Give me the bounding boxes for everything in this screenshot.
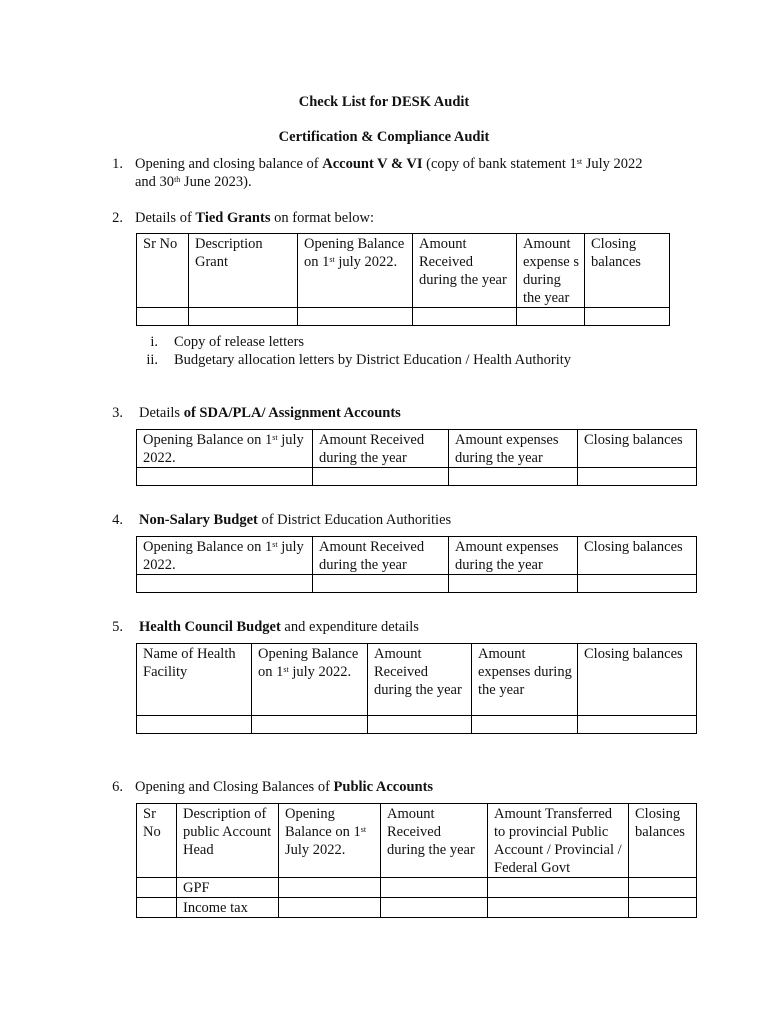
- table-cell[interactable]: [313, 575, 449, 593]
- item-1-text: Opening and closing balance of Account V & VI (copy of bank statement 1st July 2022: [135, 156, 643, 172]
- table-cell[interactable]: [279, 898, 381, 918]
- table-cell[interactable]: [585, 308, 670, 326]
- public-accounts-table: [136, 803, 697, 918]
- item-1-number: 1.: [112, 156, 123, 172]
- header-cell: Sr No: [137, 804, 177, 878]
- table-header-row: [137, 430, 697, 468]
- list-item: ii. Budgetary allocation letters by District Education / Health Authority: [146, 352, 572, 368]
- table-row: [137, 878, 697, 898]
- header-cell: Description of public Account Head: [177, 804, 279, 878]
- header-cell: Closing balances: [629, 804, 697, 878]
- header-cell: Name of Health Facility: [137, 644, 252, 716]
- table-row: [137, 308, 670, 326]
- table-cell: GPF: [177, 878, 279, 898]
- table-header-row: [137, 234, 670, 308]
- header-cell: Sr No: [137, 234, 189, 308]
- table-cell[interactable]: [298, 308, 413, 326]
- table-header-row: [137, 644, 697, 716]
- header-cell: Closing balances: [578, 644, 697, 716]
- header-cell: Amount Transferred to provincial Public Account / Provincial / Federal Govt: [488, 804, 629, 878]
- header-cell: Closing balances: [578, 430, 697, 468]
- health-council-budget-table: [136, 643, 697, 734]
- item-5-heading: Health Council Budget and expenditure details: [139, 619, 419, 635]
- table-cell[interactable]: [629, 898, 697, 918]
- item-6-heading: Opening and Closing Balances of Public Accounts: [135, 779, 434, 795]
- table-cell[interactable]: [252, 716, 368, 734]
- table-cell[interactable]: [629, 878, 697, 898]
- item-3-number: 3.: [112, 405, 123, 421]
- header-cell: Description Grant: [189, 234, 298, 308]
- item-4-heading: Non-Salary Budget of District Education Authorities: [139, 512, 452, 528]
- table-cell[interactable]: [488, 878, 629, 898]
- item-1-text-line2: and 30th June 2023).: [135, 174, 252, 190]
- table-cell[interactable]: [189, 308, 298, 326]
- header-cell: Amount expenses during the year: [449, 537, 578, 575]
- sda-pla-table: [136, 429, 697, 486]
- item-2-number: 2.: [112, 210, 123, 226]
- table-cell[interactable]: [578, 575, 697, 593]
- table-cell[interactable]: [137, 716, 252, 734]
- header-cell: Closing balances: [585, 234, 670, 308]
- document-title: Check List for DESK Audit: [298, 94, 470, 110]
- header-cell: Amount Received during the year: [381, 804, 488, 878]
- tied-grants-table: [136, 233, 670, 326]
- table-row: [137, 898, 697, 918]
- table-cell[interactable]: [137, 468, 313, 486]
- list-item: i. Copy of release letters: [150, 334, 305, 350]
- table-cell[interactable]: [137, 898, 177, 918]
- header-cell: Opening Balance on 1st july 2022.: [298, 234, 413, 308]
- header-cell: Opening Balance on 1st july 2022.: [252, 644, 368, 716]
- table-cell[interactable]: [578, 468, 697, 486]
- table-cell[interactable]: [413, 308, 517, 326]
- table-cell[interactable]: [472, 716, 578, 734]
- table-cell[interactable]: [449, 468, 578, 486]
- item-5-number: 5.: [112, 619, 123, 635]
- item-3-heading: Details of SDA/PLA/ Assignment Accounts: [139, 405, 401, 421]
- header-cell: Amount Received during the year: [413, 234, 517, 308]
- table-cell[interactable]: [381, 898, 488, 918]
- table-cell[interactable]: [313, 468, 449, 486]
- header-cell: Amount expenses during the year: [472, 644, 578, 716]
- table-row: [137, 575, 697, 593]
- header-cell: Amount expenses during the year: [449, 430, 578, 468]
- table-header-row: [137, 537, 697, 575]
- header-cell: Closing balances: [578, 537, 697, 575]
- table-cell[interactable]: [578, 716, 697, 734]
- header-cell: Amount Received during the year: [313, 537, 449, 575]
- header-cell: Amount Received during the year: [313, 430, 449, 468]
- table-header-row: [137, 804, 697, 878]
- table-cell[interactable]: [137, 575, 313, 593]
- header-cell: Amount Received during the year: [368, 644, 472, 716]
- table-cell[interactable]: [137, 308, 189, 326]
- header-cell: Opening Balance on 1st july 2022.: [137, 537, 313, 575]
- table-row: [137, 468, 697, 486]
- item-2-heading: Details of Tied Grants on format below:: [135, 210, 374, 226]
- table-cell[interactable]: [381, 878, 488, 898]
- header-cell: Opening Balance on 1st july 2022.: [137, 430, 313, 468]
- item-4-number: 4.: [112, 512, 123, 528]
- table-cell[interactable]: [449, 575, 578, 593]
- header-cell: Amount expense s during the year: [517, 234, 585, 308]
- non-salary-budget-table: [136, 536, 697, 593]
- header-cell: Opening Balance on 1st July 2022.: [279, 804, 381, 878]
- table-cell[interactable]: [488, 898, 629, 918]
- table-cell[interactable]: [137, 878, 177, 898]
- table-cell: Income tax: [177, 898, 279, 918]
- document-subtitle: Certification & Compliance Audit: [278, 129, 490, 145]
- table-cell[interactable]: [517, 308, 585, 326]
- item-6-number: 6.: [112, 779, 123, 795]
- table-row: [137, 716, 697, 734]
- table-cell[interactable]: [279, 878, 381, 898]
- table-cell[interactable]: [368, 716, 472, 734]
